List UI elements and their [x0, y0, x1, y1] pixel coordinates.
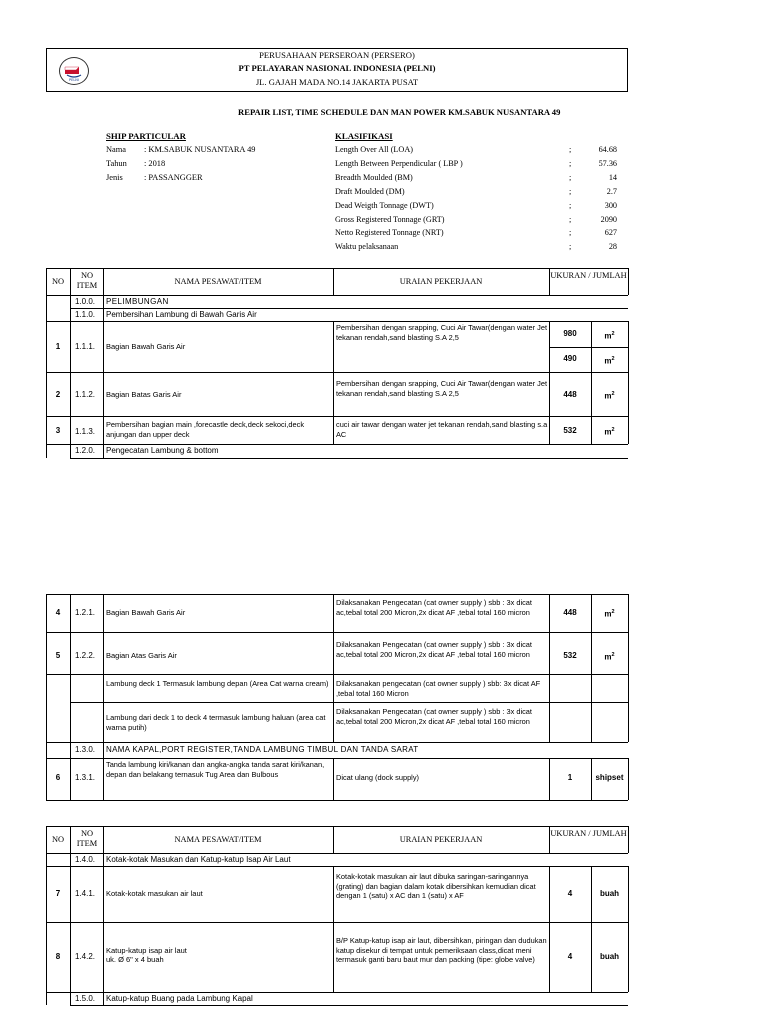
kl-sep: ;: [569, 145, 572, 154]
unit: $m^2$: [604, 652, 615, 662]
item-number: 1.4.2.: [75, 952, 96, 961]
row-no: 7: [55, 889, 61, 898]
quantity: 4: [567, 952, 573, 961]
item-size: uk. Ø 6" x 4 buah: [106, 955, 164, 964]
section-title: PELIMBUNGAN: [106, 297, 169, 306]
klasifikasi-row: [335, 215, 617, 227]
kl-label: Length Between Perpendicular ( LBP ): [335, 159, 463, 168]
sp-value: : 2018: [144, 159, 166, 168]
row-no: 5: [55, 651, 61, 660]
unit: shipset: [595, 773, 624, 782]
klasifikasi-row: [335, 187, 617, 199]
document-title: REPAIR LIST, TIME SCHEDULE DAN MAN POWER KM.SABUK NUSANTARA 49: [238, 107, 561, 117]
svg-text:PELNI: PELNI: [69, 78, 79, 82]
col-header-uraian: URAIAN PEKERJAAN: [399, 835, 483, 844]
sp-value: : PASSANGGER: [144, 173, 203, 182]
item-name: Lambung deck 1 Termasuk lambung depan (Area Cat warna cream): [106, 679, 329, 688]
quantity: 4: [567, 889, 573, 898]
row-no: 3: [55, 426, 61, 435]
kl-value: 2090: [600, 215, 617, 224]
col-header-no: NO: [51, 277, 65, 286]
row-no: 8: [55, 952, 61, 961]
unit: $m^2$: [604, 356, 615, 366]
kl-value: 28: [608, 242, 617, 251]
company-header: [46, 48, 628, 92]
company-name: PT PELAYARAN NASIONAL INDONESIA (PELNI): [238, 63, 436, 73]
company-address: JL. GAJAH MADA NO.14 JAKARTA PUSAT: [255, 77, 419, 87]
klasifikasi-row: [335, 201, 617, 213]
repair-table-2: [46, 594, 628, 804]
row-no: 1: [55, 342, 61, 351]
kl-value: 57.36: [598, 159, 617, 168]
row-no: 2: [55, 390, 61, 399]
work-description: Dilaksanakan Pengecatan (cat owner supply ) sbb : 3x dicat ac,tebal total 200 Micron,2x dicat AF ,tebal total 160 micron: [336, 598, 532, 617]
company-line-1: PERUSAHAAN PERSEROAN (PERSERO): [259, 50, 415, 60]
kl-label: Netto Registered Tonnage (NRT): [335, 228, 444, 237]
item-name: Kotak-kotak masukan air laut: [106, 889, 203, 898]
repair-table-1: [46, 268, 628, 460]
item-number: 1.0.0.: [75, 297, 96, 306]
quantity: 448: [563, 608, 577, 617]
klasifikasi-row: [335, 145, 617, 157]
quantity: 532: [563, 651, 577, 660]
item-name: Bagian Bawah Garis Air: [106, 608, 186, 617]
ship-particular-row: [106, 173, 203, 182]
kl-sep: ;: [569, 187, 572, 196]
section-title: Katup-katup Buang pada Lambung Kapal: [106, 994, 253, 1003]
kl-sep: ;: [569, 201, 572, 210]
kl-sep: ;: [569, 159, 572, 168]
section-title: NAMA KAPAL,PORT REGISTER,TANDA LAMBUNG TIMBUL DAN TANDA SARAT: [106, 745, 419, 754]
col-header-uraian: URAIAN PEKERJAAN: [399, 277, 483, 286]
kl-label: Length Over All (LOA): [335, 145, 413, 154]
klasifikasi-row: [335, 242, 617, 254]
kl-sep: ;: [569, 215, 572, 224]
item-number: 1.3.1.: [75, 773, 96, 782]
unit: $m^2$: [604, 331, 615, 341]
item-name: Bagian Batas Garis Air: [106, 390, 182, 399]
sp-label: Jenis: [106, 173, 123, 182]
item-number: 1.1.0.: [75, 310, 96, 319]
ship-particular-heading: SHIP PARTICULAR: [106, 131, 186, 141]
kl-label: Dead Weigth Tonnage (DWT): [335, 201, 434, 210]
sp-label: Nama: [106, 145, 126, 154]
item-name: Bagian Atas Garis Air: [106, 651, 177, 660]
kl-value: 2.7: [606, 187, 617, 196]
work-description: Pembersihan dengan srapping, Cuci Air Tawar(dengan water Jet tekanan rendah,sand blasting S.A 2,5: [336, 323, 548, 342]
ship-particular-row: [106, 145, 255, 154]
col-header-nama: NAMA PESAWAT/ITEM: [174, 277, 262, 286]
work-description: Dilaksanakan Pengecatan (cat owner supply ) sbb : 3x dicat ac,tebal total 200 Micron,2x dicat AF ,tebal total 160 micron: [336, 707, 532, 726]
section-title: Kotak-kotak Masukan dan Katup-katup Isap Air Laut: [106, 855, 291, 864]
work-description: cuci air tawar dengan water jet tekanan rendah,sand blasting s.a AC: [336, 420, 548, 439]
col-header-ukuran: UKURAN / JUMLAH: [550, 271, 627, 280]
col-header-nama: NAMA PESAWAT/ITEM: [174, 835, 262, 844]
sp-label: Tahun: [106, 159, 127, 168]
row-no: 4: [55, 608, 61, 617]
klasifikasi-row: [335, 159, 617, 171]
item-name: Katup-katup isap air laut: [106, 946, 187, 955]
work-description: Dilaksanakan Pengecatan (cat owner supply ) sbb : 3x dicat ac,tebal total 200 Micron,2x dicat AF ,tebal total 160 micron: [336, 640, 532, 659]
item-number: 1.4.1.: [75, 889, 96, 898]
item-number: 1.1.2.: [75, 390, 96, 399]
ship-particular-row: [106, 159, 165, 168]
kl-value: 64.68: [598, 145, 617, 154]
row-no: 6: [55, 773, 61, 782]
item-number: 1.1.1.: [75, 342, 96, 351]
kl-label: Waktu pelaksanaan: [335, 242, 399, 251]
kl-sep: ;: [569, 228, 572, 237]
repair-table-3: [46, 826, 628, 1008]
unit: buah: [599, 889, 620, 898]
item-name: Lambung dari deck 1 to deck 4 termasuk lambung haluan (area cat warna putih): [106, 713, 326, 732]
item-number: 1.2.2.: [75, 651, 96, 660]
work-description: Pembersihan dengan srapping, Cuci Air Tawar(dengan water Jet tekanan rendah,sand blasting S.A 2,5: [336, 379, 548, 398]
col-header-ukuran: UKURAN / JUMLAH: [550, 829, 627, 838]
quantity: 532: [563, 426, 577, 435]
item-number: 1.1.3.: [75, 427, 96, 436]
item-name: Tanda lambung kiri/kanan dan angka-angka tanda sarat kiri/kanan, depan dan belakang ternasuk Tug Area dan Bulbous: [106, 760, 325, 779]
section-title: Pembersihan Lambung di Bawah Garis Air: [106, 310, 257, 319]
kl-sep: ;: [569, 242, 572, 251]
quantity: 448: [563, 390, 577, 399]
kl-value: 300: [604, 201, 617, 210]
section-title: Pengecatan Lambung & bottom: [106, 446, 219, 455]
item-number: 1.3.0.: [75, 745, 96, 754]
kl-value: 627: [604, 228, 617, 237]
col-header-no-item: NO ITEM: [76, 271, 98, 290]
unit: $m^2$: [604, 391, 615, 401]
kl-value: 14: [608, 173, 617, 182]
kl-label: Draft Moulded (DM): [335, 187, 405, 196]
unit: buah: [599, 952, 620, 961]
work-description: Dicat ulang (dock supply): [336, 773, 419, 782]
quantity: 1: [567, 773, 573, 782]
sp-value: : KM.SABUK NUSANTARA 49: [144, 145, 256, 154]
work-description: B/P Katup-katup isap air laut, dibersihkan, piringan dan dudukan katup disekur di tempat untuk pemeriksaan class,dicat meni termasuk ganti baru baut mur dan packing (tipe: globe valve): [336, 936, 547, 964]
col-header-no: NO: [51, 835, 65, 844]
item-number: 1.2.0.: [75, 446, 96, 455]
item-number: 1.4.0.: [75, 855, 96, 864]
quantity: 490: [563, 354, 577, 363]
klasifikasi-row: [335, 173, 617, 185]
work-description: Kotak-kotak masukan air laut dibuka saringan-saringannya (grating) dan bagian dalam kotak dibersihkan kemudian dicat dengan 1 (satu) x AC dan 1 (satu) x AF: [336, 872, 536, 900]
quantity: 980: [563, 329, 577, 338]
item-name: Pembersihan bagian main ,forecastle deck,deck sekoci,deck anjungan dan upper deck: [106, 420, 305, 439]
kl-label: Breadth Moulded (BM): [335, 173, 413, 182]
col-header-no-item: NO ITEM: [76, 829, 98, 848]
unit: $m^2$: [604, 427, 615, 437]
item-number: 1.5.0.: [75, 994, 96, 1003]
klasifikasi-row: [335, 228, 617, 240]
kl-label: Gross Registered Tonnage (GRT): [335, 215, 445, 224]
unit: $m^2$: [604, 609, 615, 619]
klasifikasi-heading: KLASIFIKASI: [335, 131, 393, 141]
kl-sep: ;: [569, 173, 572, 182]
work-description: Dilaksanakan pengecatan (cat owner supply ) sbb: 3x dicat AF ,tebal total 160 Micron: [336, 679, 541, 698]
item-number: 1.2.1.: [75, 608, 96, 617]
item-name: Bagian Bawah Garis Air: [106, 342, 186, 351]
